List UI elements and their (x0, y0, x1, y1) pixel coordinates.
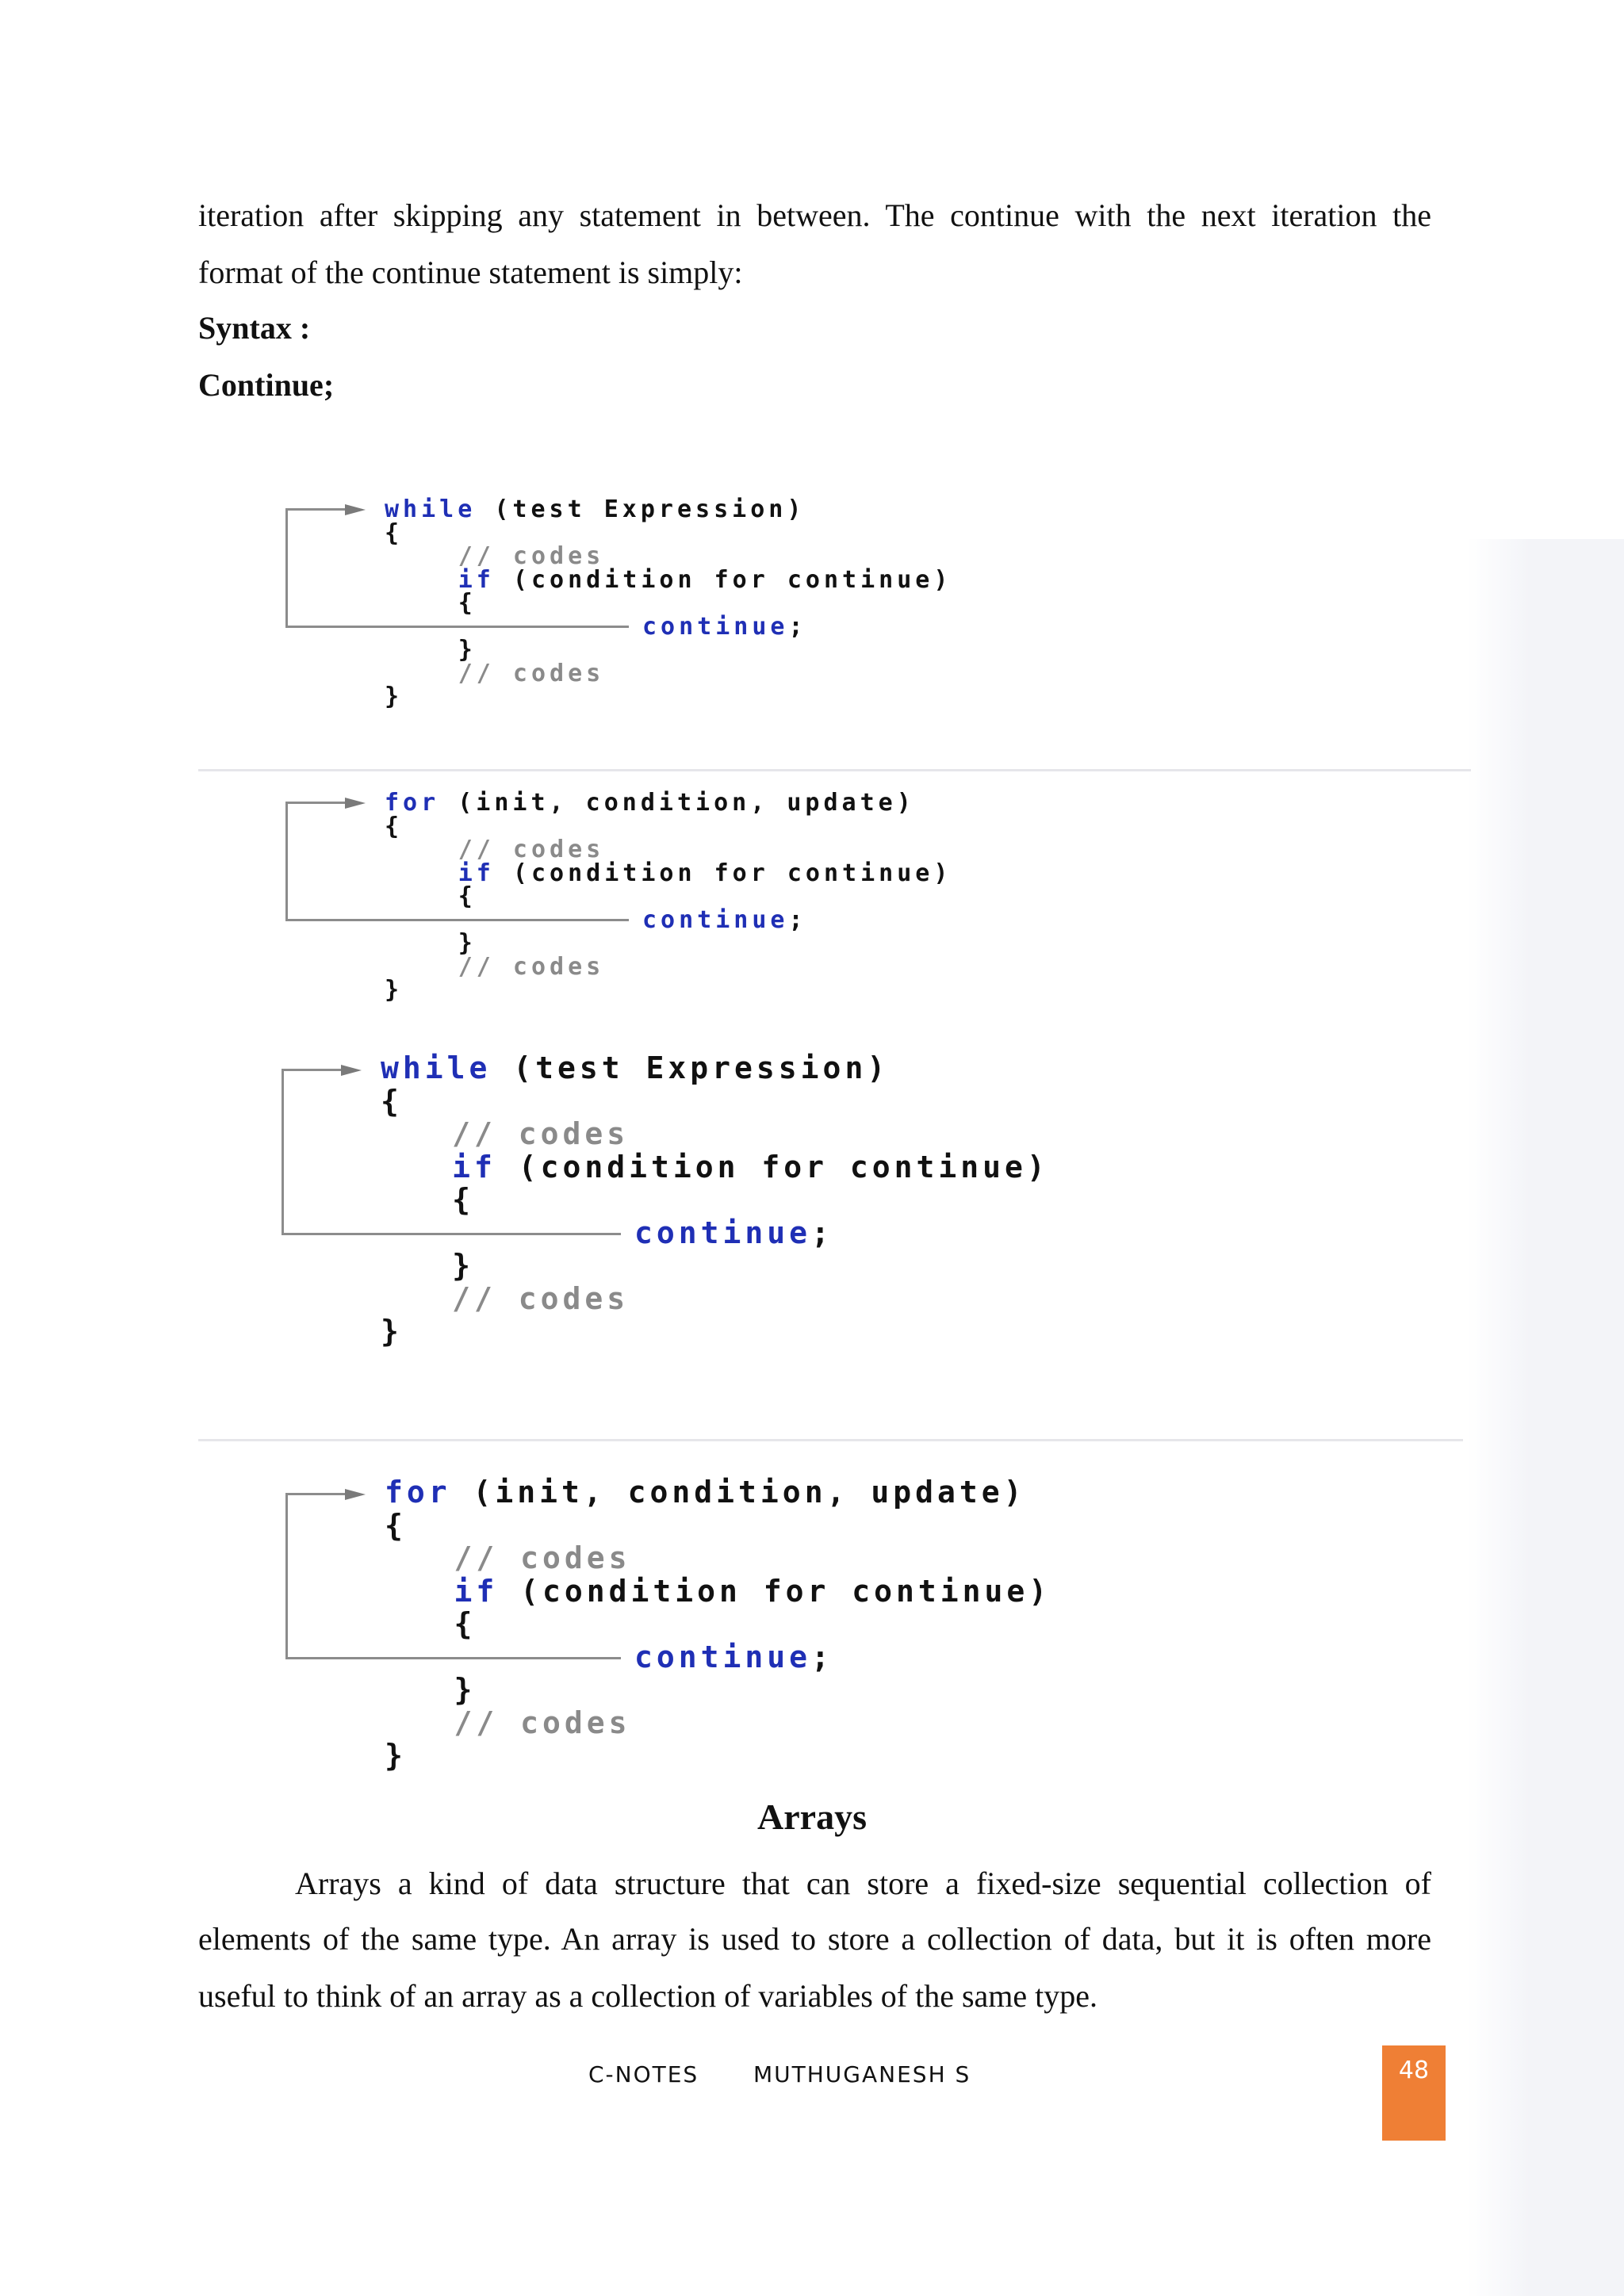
code-text: (condition for continue) (496, 1149, 1049, 1184)
code-text: (init, condition, update) (450, 1475, 1026, 1510)
code-line-comment2 (452, 1281, 629, 1316)
page-number-badge (1382, 2045, 1446, 2141)
code-keyword: for (385, 789, 440, 817)
code-text: (condition for continue) (498, 1573, 1051, 1609)
code-line-brace4 (385, 683, 403, 710)
code-comment: // codes (458, 836, 605, 863)
code-keyword: if (454, 1573, 499, 1609)
loop-arrow-shaft (282, 1069, 345, 1071)
code-line-brace4 (385, 976, 403, 1004)
code-text: ; (811, 1639, 833, 1674)
separator-2 (198, 1439, 1463, 1441)
code-brace: } (458, 636, 477, 664)
code-keyword: if (458, 565, 495, 594)
code-keyword: if (458, 859, 495, 887)
code-brace: { (385, 1507, 407, 1543)
loop-back-connector (285, 1493, 621, 1660)
code-comment: // codes (454, 1540, 631, 1575)
separator-1 (198, 769, 1471, 771)
code-brace: { (458, 882, 477, 910)
code-text: (condition for continue) (494, 859, 952, 887)
syntax-value: Continue; (198, 367, 335, 403)
code-text: ; (788, 612, 807, 641)
code-keyword: continue (634, 1639, 812, 1674)
syntax-label: Syntax : (198, 310, 311, 346)
intro-line-1: iteration after skipping any statement in between. The continue with the next iteration the (198, 197, 1431, 233)
code-keyword: while (385, 496, 477, 523)
code-line-continue (642, 613, 807, 641)
arrays-para-line-3: useful to think of an array as a collection of variables of the same type. (198, 1978, 1098, 2014)
code-line-brace4 (381, 1314, 403, 1349)
code-brace: } (381, 1314, 403, 1349)
code-comment: // codes (458, 659, 605, 687)
arrays-para-line-2: elements of the same type. An array is used to store a collection of data, but it is often more (198, 1921, 1431, 1957)
intro-line-2: format of the continue statement is simply: (198, 254, 743, 290)
footer-author: MUTHUGANESH S (753, 2061, 971, 2087)
arrow-head-icon (341, 1065, 362, 1076)
code-text: ; (788, 905, 807, 934)
page-number: 48 (1398, 2057, 1430, 2084)
loop-arrow-shaft (285, 1493, 349, 1495)
code-line-continue (634, 1640, 833, 1674)
code-brace: } (452, 1248, 474, 1283)
code-brace: { (385, 519, 404, 547)
arrow-head-icon (345, 1489, 366, 1500)
code-line-continue (642, 906, 807, 934)
code-brace: } (454, 1672, 477, 1707)
code-comment: // codes (452, 1280, 630, 1316)
code-text: (init, condition, update) (439, 789, 915, 817)
loop-back-connector (282, 1069, 621, 1236)
code-keyword: for (385, 1475, 451, 1510)
code-line-brace4 (385, 1738, 407, 1773)
loop-back-connector (285, 802, 629, 921)
code-keyword: continue (642, 905, 789, 934)
code-line-comment2 (458, 953, 605, 981)
code-line-brace3 (452, 1248, 474, 1283)
code-brace: } (385, 1738, 407, 1773)
code-comment: // codes (458, 952, 605, 981)
arrays-para-line-1: Arrays a kind of data structure that can store a fixed-size sequential collection of (295, 1866, 1431, 1901)
code-keyword: continue (642, 612, 789, 641)
loop-back-connector (285, 508, 629, 628)
code-brace: } (458, 929, 477, 957)
code-brace: { (385, 812, 404, 840)
code-line-continue (634, 1215, 833, 1250)
code-line-comment2 (454, 1705, 630, 1740)
code-brace: { (452, 1182, 474, 1217)
code-keyword: while (381, 1050, 492, 1085)
code-text: (test Expression) (491, 1050, 890, 1085)
code-comment: // codes (454, 1705, 631, 1740)
arrays-heading: Arrays (757, 1797, 867, 1837)
page-shade (1467, 539, 1624, 2296)
code-brace: { (381, 1083, 403, 1119)
code-line-comment2 (458, 660, 605, 687)
code-keyword: continue (634, 1215, 812, 1250)
code-text: (condition for continue) (494, 565, 952, 594)
code-brace: { (454, 1606, 477, 1641)
loop-arrow-shaft (285, 802, 349, 804)
loop-arrow-shaft (285, 508, 349, 511)
code-text: (test Expression) (476, 496, 806, 523)
code-comment: // codes (452, 1116, 630, 1151)
arrow-head-icon (345, 504, 366, 515)
footer-title: C-NOTES (588, 2061, 699, 2087)
code-comment: // codes (458, 542, 605, 570)
arrow-head-icon (345, 798, 366, 809)
code-brace: } (385, 683, 404, 710)
code-keyword: if (452, 1149, 496, 1184)
code-text: ; (811, 1215, 833, 1250)
code-line-brace3 (454, 1672, 476, 1707)
code-brace: { (458, 589, 477, 617)
code-brace: } (385, 976, 404, 1004)
